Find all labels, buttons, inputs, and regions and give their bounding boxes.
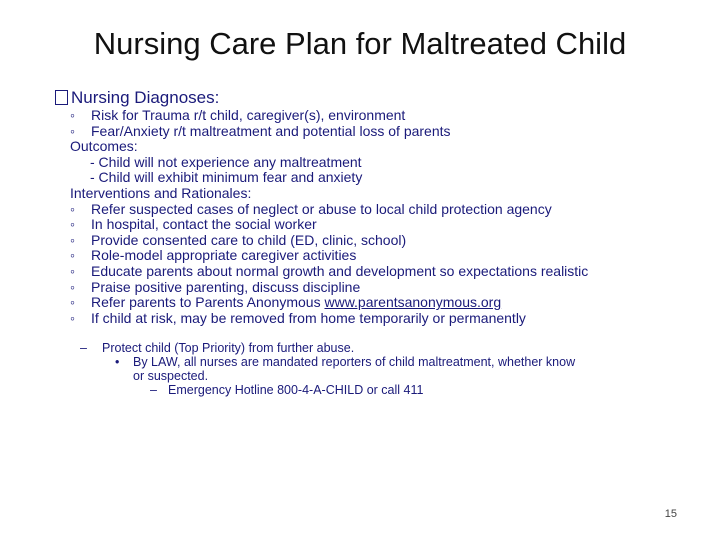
dash-bullet-icon: – xyxy=(150,383,157,397)
circle-bullet-icon: ◦ xyxy=(70,247,75,264)
circle-bullet-icon: ◦ xyxy=(70,107,75,123)
care-plan-body xyxy=(70,108,588,326)
intervention-item: ◦ Refer parents to Parents Anonymous www.parentsanonymous.org xyxy=(70,294,502,311)
intervention-item: ◦ If child at risk, may be removed from home temporarily or permanently xyxy=(70,309,526,326)
sub-points xyxy=(80,341,670,397)
circle-bullet-icon: ◦ xyxy=(70,294,75,311)
intervention-item: ◦ Refer suspected cases of neglect or abuse to local child protection agency xyxy=(70,200,552,217)
circle-bullet-icon: ◦ xyxy=(70,231,75,248)
diagnosis-item: ◦ Risk for Trauma r/t child, caregiver(s), environment xyxy=(70,107,406,123)
circle-bullet-icon: ◦ xyxy=(70,278,75,295)
circle-bullet-icon: ◦ xyxy=(70,262,75,279)
outcomes-label: Outcomes: xyxy=(70,138,138,155)
intervention-item: ◦ Educate parents about normal growth and development so expectations realistic xyxy=(70,262,589,279)
diagnosis-item: ◦ Fear/Anxiety r/t maltreatment and potential loss of parents xyxy=(70,122,451,139)
circle-bullet-icon: ◦ xyxy=(70,200,75,217)
parents-anonymous-link[interactable]: www.parentsanonymous.org xyxy=(324,294,502,311)
sub-point-level2: • By LAW, all nurses are mandated reporters of child maltreatment, whether know or suspected. xyxy=(115,355,576,383)
outcome-item: - Child will not experience any maltreatment xyxy=(90,153,362,170)
slide-number: 15 xyxy=(664,508,677,520)
slide-title: Nursing Care Plan for Maltreated Child xyxy=(93,26,627,61)
nursing-diagnoses-label: Nursing Diagnoses: xyxy=(71,88,220,107)
intervention-item: ◦ Role-model appropriate caregiver activities xyxy=(70,247,357,264)
circle-bullet-icon: ◦ xyxy=(70,216,75,233)
nursing-diagnoses-heading xyxy=(55,88,219,108)
intervention-item: ◦ Praise positive parenting, discuss discipline xyxy=(70,278,361,295)
sub-point-level1: – Protect child (Top Priority) from further abuse. xyxy=(80,341,355,355)
intervention-item: ◦ Provide consented care to child (ED, clinic, school) xyxy=(70,231,407,248)
sub-point-level3: – Emergency Hotline 800-4-A-CHILD or call 411 xyxy=(150,383,424,397)
intervention-item: ◦ In hospital, contact the social worker xyxy=(70,216,317,233)
circle-bullet-icon: ◦ xyxy=(70,309,75,326)
outcome-item: - Child will exhibit minimum fear and anxiety xyxy=(90,169,363,186)
square-bullet-icon xyxy=(55,90,68,105)
circle-bullet-icon: ◦ xyxy=(70,122,75,139)
dash-bullet-icon: – xyxy=(80,341,87,355)
dot-bullet-icon: • xyxy=(115,355,120,369)
interventions-label: Interventions and Rationales: xyxy=(70,184,252,201)
